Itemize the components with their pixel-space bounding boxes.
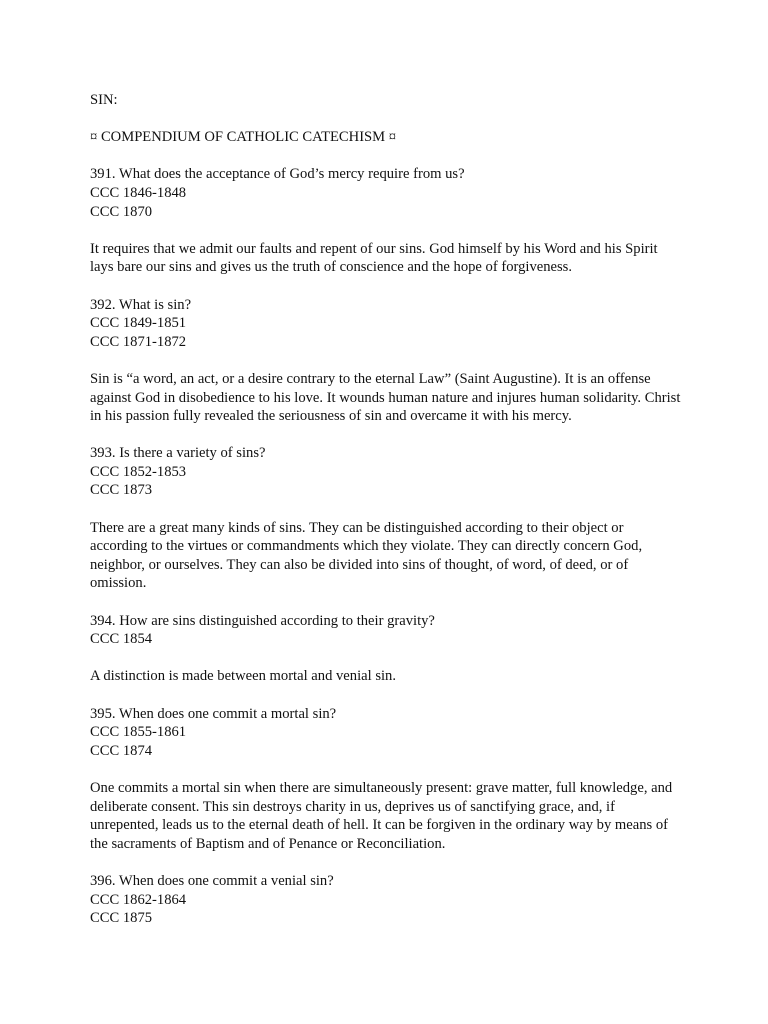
question-text: 395. When does one commit a mortal sin? [90, 705, 337, 722]
catechism-reference: CCC 1870 [90, 203, 153, 220]
catechism-reference: CCC 1862-1864 [90, 891, 187, 908]
answer-line: in his passion fully revealed the seriousness of sin and overcame it with his mercy. [90, 408, 572, 425]
spacer [90, 110, 690, 129]
catechism-reference: CCC 1854 [90, 631, 153, 648]
spacer [90, 221, 690, 240]
document-heading: SIN: [90, 92, 118, 108]
spacer [90, 147, 690, 166]
spacer [90, 853, 690, 872]
question-text: 394. How are sins distinguished according to their gravity? [90, 612, 435, 629]
qa-section [90, 165, 690, 295]
answer-paragraph [90, 779, 690, 853]
answer-line: deliberate consent. This sin destroys charity in us, deprives us of sanctifying grace, and, if [90, 798, 615, 815]
answer-line: A distinction is made between mortal and venial sin. [90, 668, 396, 685]
answer-paragraph [90, 519, 690, 593]
answer-line: unrepented, leads us to the eternal death of hell. It can be forgiven in the ordinary way by means of [90, 817, 669, 834]
catechism-reference: CCC 1846-1848 [90, 184, 187, 201]
catechism-reference: CCC 1874 [90, 742, 153, 759]
spacer [90, 760, 690, 779]
answer-line: lays bare our sins and gives us the truth of conscience and the hope of forgiveness. [90, 259, 573, 276]
catechism-reference: CCC 1875 [90, 910, 153, 927]
document-page [90, 91, 690, 928]
spacer [90, 351, 690, 370]
spacer [90, 649, 690, 668]
answer-line: Sin is “a word, an act, or a desire contrary to the eternal Law” (Saint Augustine). It is an offense [90, 370, 651, 387]
answer-paragraph [90, 667, 690, 686]
answer-paragraph [90, 370, 690, 426]
spacer [90, 593, 690, 612]
question-text: 396. When does one commit a venial sin? [90, 872, 334, 889]
document-subheading: ¤ COMPENDIUM OF CATHOLIC CATECHISM ¤ [90, 129, 397, 146]
answer-line: against God in disobedience to his love. It wounds human nature and injures human solidarity. Christ [90, 389, 681, 406]
answer-paragraph [90, 240, 690, 277]
catechism-reference: CCC 1852-1853 [90, 463, 187, 480]
answer-line: omission. [90, 575, 147, 592]
answer-line: One commits a mortal sin when there are simultaneously present: grave matter, full knowledge, and [90, 779, 673, 796]
question-text: 391. What does the acceptance of God’s mercy require from us? [90, 166, 465, 183]
spacer [90, 500, 690, 519]
spacer [90, 686, 690, 705]
answer-line: There are a great many kinds of sins. They can be distinguished according to their object or [90, 519, 624, 536]
sections-container [90, 165, 690, 927]
catechism-reference: CCC 1849-1851 [90, 315, 187, 332]
spacer [90, 277, 690, 296]
question-text: 393. Is there a variety of sins? [90, 445, 266, 462]
qa-section [90, 296, 690, 445]
answer-line: It requires that we admit our faults and repent of our sins. God himself by his Word and his Spirit [90, 240, 658, 257]
catechism-reference: CCC 1855-1861 [90, 724, 187, 741]
qa-section [90, 705, 690, 872]
question-text: 392. What is sin? [90, 296, 192, 313]
spacer [90, 426, 690, 445]
qa-section [90, 612, 690, 705]
answer-line: neighbor, or ourselves. They can also be divided into sins of thought, of word, of deed, or of [90, 556, 629, 573]
answer-line: the sacraments of Baptism and of Penance or Reconciliation. [90, 835, 446, 852]
answer-line: according to the virtues or commandments which they violate. They can directly concern God, [90, 538, 643, 555]
catechism-reference: CCC 1873 [90, 482, 153, 499]
qa-section [90, 872, 690, 928]
catechism-reference: CCC 1871-1872 [90, 333, 187, 350]
qa-section [90, 444, 690, 611]
